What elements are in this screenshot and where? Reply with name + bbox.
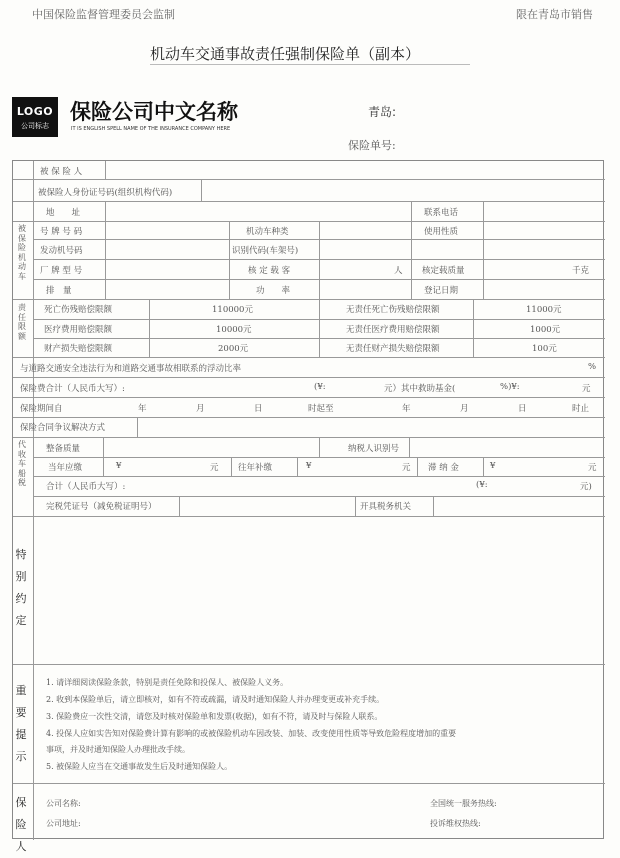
policy-number-label: 保险单号: — [348, 139, 396, 152]
load-label: 核定载质量 — [422, 266, 465, 276]
seats-unit: 人 — [394, 266, 403, 276]
tax-office-label: 开具税务机关 — [360, 502, 412, 512]
limit-label: 医疗费用赔偿限额 — [44, 325, 113, 335]
tax-certificate-label: 完税凭证号（减免税证明号） — [46, 502, 157, 512]
period-to-hour: 时止 — [572, 404, 590, 414]
insurer-company-label: 公司名称: — [46, 799, 81, 808]
supervisor-note: 中国保险监督管理委员会监制 — [32, 8, 175, 21]
usage-label: 使用性质 — [424, 227, 459, 237]
limit-value: 10000元 — [216, 325, 252, 335]
vehicle-type-label: 机动车种类 — [246, 227, 289, 237]
load-unit: 千克 — [572, 266, 590, 276]
limits-section-label: 责任限额 — [18, 303, 26, 341]
important-notice-label: 重要提示 — [15, 684, 27, 763]
insured-id-label: 被保险人身份证号码(组织机构代码) — [38, 188, 173, 198]
fund-unit: 元 — [582, 384, 591, 394]
current-tax-unit: 元 — [210, 463, 219, 473]
complaint-hotline-label: 投诉维权热线: — [430, 819, 481, 828]
company-english-name: IT IS ENGLISH SPELL NAME OF THE INSURANCE COMPANY HERE — [71, 126, 231, 132]
period-year: 年 — [138, 404, 147, 414]
limit-value-no-fault: 100元 — [532, 344, 557, 354]
current-tax-symbol: ¥ — [116, 461, 122, 471]
fund-pct: %)¥: — [500, 382, 520, 392]
notice-item: 事项，并及时通知保险人办理批改手续。 — [46, 745, 190, 754]
period-label: 保险期间自 — [20, 404, 63, 414]
limit-label-no-fault: 无责任死亡伤残赔偿限额 — [346, 305, 440, 315]
late-fee-unit: 元 — [588, 463, 597, 473]
current-tax-label: 当年应缴 — [48, 463, 83, 473]
period-day: 日 — [254, 404, 263, 414]
notice-item: 1. 请详细阅读保险条款，特别是责任免除和投保人、被保险人义务。 — [46, 678, 289, 687]
late-fee-label: 滞 纳 金 — [428, 463, 459, 473]
limit-value-no-fault: 1000元 — [530, 325, 561, 335]
period-month: 月 — [196, 404, 205, 414]
plate-number-label: 号 牌 号 码 — [40, 227, 83, 237]
model-label: 厂 牌 型 号 — [40, 266, 83, 276]
late-fee-symbol: ¥ — [490, 461, 496, 471]
seats-label: 核 定 载 客 — [248, 266, 291, 276]
notice-item: 2. 收到本保险单后，请立即核对，如有不符或疏漏，请及时通知保险人并办理变更或补充手续。 — [46, 695, 385, 704]
company-logo: LOGO 公司标志 — [12, 97, 58, 137]
limit-label: 死亡伤残赔偿限额 — [44, 305, 113, 315]
engine-number-label: 发动机号码 — [40, 246, 83, 256]
tax-total-label: 合计（人民币大写）: — [46, 482, 126, 492]
period-day-end: 日 — [518, 404, 527, 414]
company-name: 保险公司中文名称 — [70, 100, 238, 124]
past-tax-unit: 元 — [402, 463, 411, 473]
phone-label: 联系电话 — [424, 208, 459, 218]
vehicle-tax-section-label: 代收车船税 — [18, 440, 26, 487]
document-title: 机动车交通事故责任强制保险单（副本） — [150, 45, 421, 63]
past-tax-symbol: ¥ — [306, 461, 312, 471]
limit-label-no-fault: 无责任财产损失赔偿限额 — [346, 344, 440, 354]
power-label: 功 率 — [256, 286, 291, 296]
vin-label: 识别代码(车架号) — [232, 246, 299, 256]
special-agreement-label: 特别约定 — [15, 548, 27, 627]
insurer-section-label: 保险人 — [15, 796, 27, 853]
insured-name-label: 被 保 险 人 — [40, 167, 83, 177]
tax-total-unit: 元) — [580, 482, 592, 492]
period-month-end: 月 — [460, 404, 469, 414]
limit-value: 2000元 — [218, 344, 249, 354]
float-rate-label: 与道路交通安全违法行为和道路交通事故相联系的浮动比率 — [20, 364, 242, 374]
title-underline — [150, 64, 470, 65]
past-tax-label: 往年补缴 — [238, 463, 273, 473]
notice-item: 4. 投保人应如实告知对保险费计算有影响的或被保险机动车因改装、加装、改变使用性质等导致危险程度增加的重要 — [46, 729, 457, 738]
city-label: 青岛: — [368, 105, 397, 119]
notice-item: 3. 保险费应一次性交清，请您及时核对保险单和发票(收据)，如有不符，请及时与保险人联系。 — [46, 712, 383, 721]
dispute-label: 保险合同争议解决方式 — [20, 423, 106, 433]
insurer-address-label: 公司地址: — [46, 819, 81, 828]
fund-label: 元）其中救助基金( — [384, 384, 456, 394]
premium-yen: (¥: — [314, 382, 326, 392]
curb-weight-label: 整备质量 — [46, 444, 81, 454]
taxpayer-id-label: 纳税人识别号 — [348, 444, 400, 454]
limit-label-no-fault: 无责任医疗费用赔偿限额 — [346, 325, 440, 335]
service-hotline-label: 全国统一服务热线: — [430, 799, 497, 808]
float-rate-unit: % — [588, 362, 597, 372]
limit-label: 财产损失赔偿限额 — [44, 344, 113, 354]
limit-value: 110000元 — [212, 305, 253, 315]
period-from-hour: 时起至 — [308, 404, 334, 414]
premium-total-label: 保险费合计（人民币大写）: — [20, 384, 125, 394]
region-note: 限在青岛市销售 — [516, 8, 593, 21]
displacement-label: 排 量 — [46, 286, 72, 296]
period-year-end: 年 — [402, 404, 411, 414]
reg-date-label: 登记日期 — [424, 286, 459, 296]
limit-value-no-fault: 11000元 — [526, 305, 562, 315]
vehicle-section-label: 被保险机动车 — [18, 224, 26, 281]
address-label: 地 址 — [46, 208, 81, 218]
notice-item: 5. 被保险人应当在交通事故发生后及时通知保险人。 — [46, 762, 233, 771]
tax-total-symbol: (¥: — [476, 480, 488, 490]
